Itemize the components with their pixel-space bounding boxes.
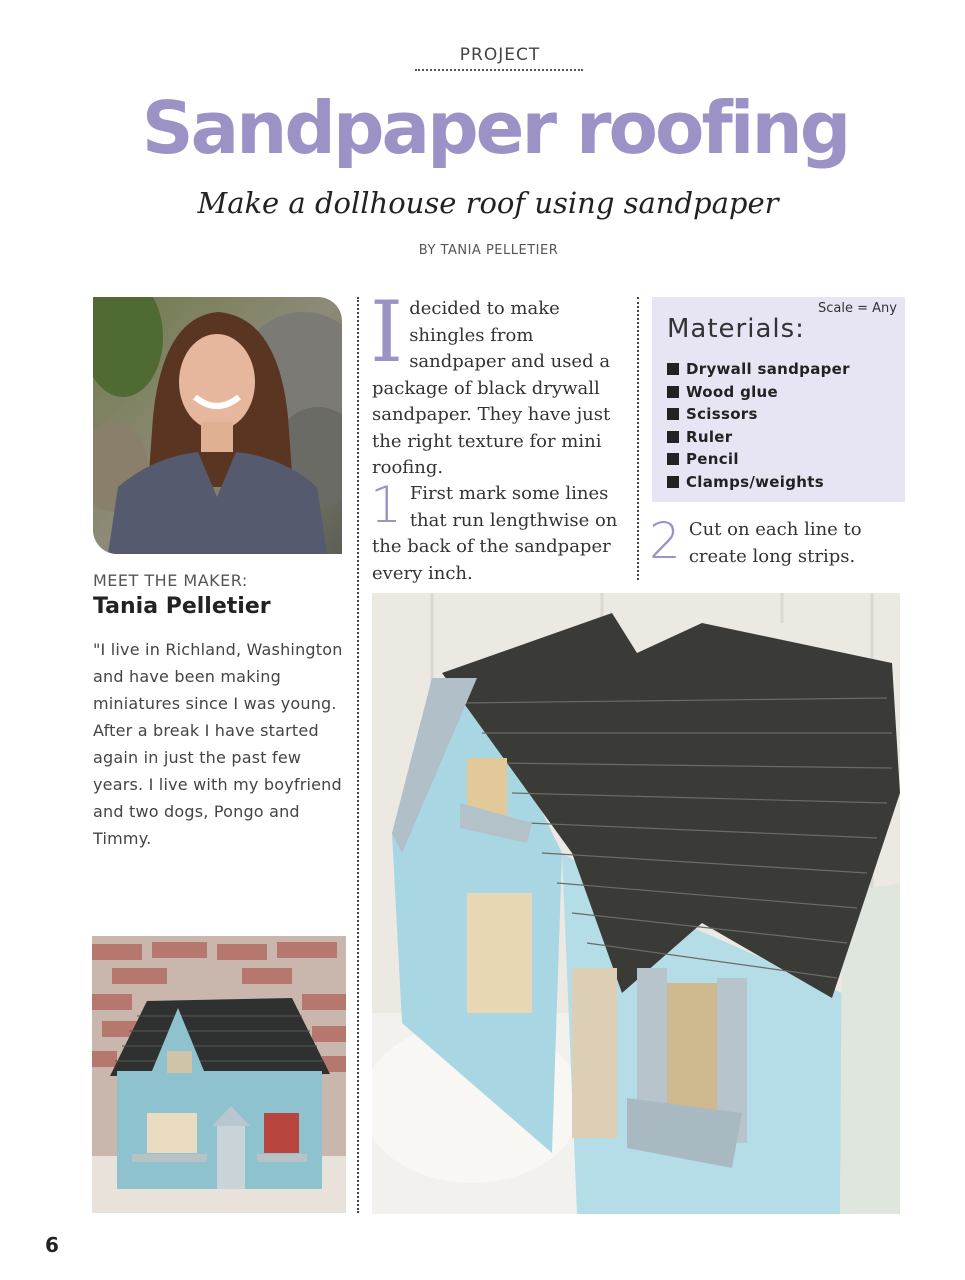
intro-paragraph: [370, 283, 634, 482]
maker-quote: "I live in Richland, Washington and have been making miniatures since I was young. After a break I have started again in just the past few years. I live with my boyfriend and two dogs, Pongo and Timmy.: [93, 640, 343, 848]
materials-item: Ruler: [667, 426, 850, 449]
dollhouse-roof-illustration: [372, 593, 900, 1214]
bullet-square-icon: [667, 408, 679, 420]
section-label: PROJECT: [459, 45, 541, 65]
column-divider-right: [637, 297, 639, 580]
dollhouse-front-photo: [92, 936, 346, 1213]
page-number: 6: [45, 1233, 59, 1257]
bullet-square-icon: [667, 363, 679, 375]
materials-item: Clamps/weights: [667, 471, 850, 494]
step-1-number: 1: [370, 476, 402, 534]
bullet-square-icon: [667, 386, 679, 398]
step-2-number: 2: [649, 512, 681, 570]
bullet-square-icon: [667, 453, 679, 465]
intro-text: decided to make shingles from sandpaper and used a package of black drywall sandpaper. They have just the right texture for mini roofing.: [372, 298, 611, 478]
step-2-text: Cut on each line to create long strips.: [688, 519, 862, 567]
step-2: [649, 512, 903, 570]
step-1: [370, 476, 634, 587]
maker-name: Tania Pelletier: [93, 594, 271, 619]
portrait-illustration: [93, 297, 342, 554]
dollhouse-front-illustration: [92, 936, 346, 1213]
scale-label: Scale = Any: [818, 301, 897, 316]
materials-list: [667, 358, 850, 494]
materials-item: Wood glue: [667, 381, 850, 404]
bullet-square-icon: [667, 476, 679, 488]
byline: BY TANIA PELLETIER: [418, 243, 559, 258]
dollhouse-roof-closeup-photo: [372, 593, 900, 1214]
page-title: Sandpaper roofing: [141, 86, 849, 170]
materials-box: [652, 297, 905, 502]
bullet-square-icon: [667, 431, 679, 443]
materials-title: Materials:: [667, 314, 805, 344]
materials-item: Pencil: [667, 448, 850, 471]
column-divider-left: [357, 297, 359, 1213]
intro-dropcap: I: [370, 283, 404, 381]
maker-kicker: MEET THE MAKER:: [93, 571, 248, 590]
maker-portrait-photo: [93, 297, 342, 554]
materials-item: Scissors: [667, 403, 850, 426]
materials-item: Drywall sandpaper: [667, 358, 850, 381]
section-divider: [415, 69, 583, 71]
step-1-text: First mark some lines that run lengthwise on the back of the sandpaper every inch.: [372, 483, 618, 584]
page-subtitle: Make a dollhouse roof using sandpaper: [197, 186, 779, 220]
